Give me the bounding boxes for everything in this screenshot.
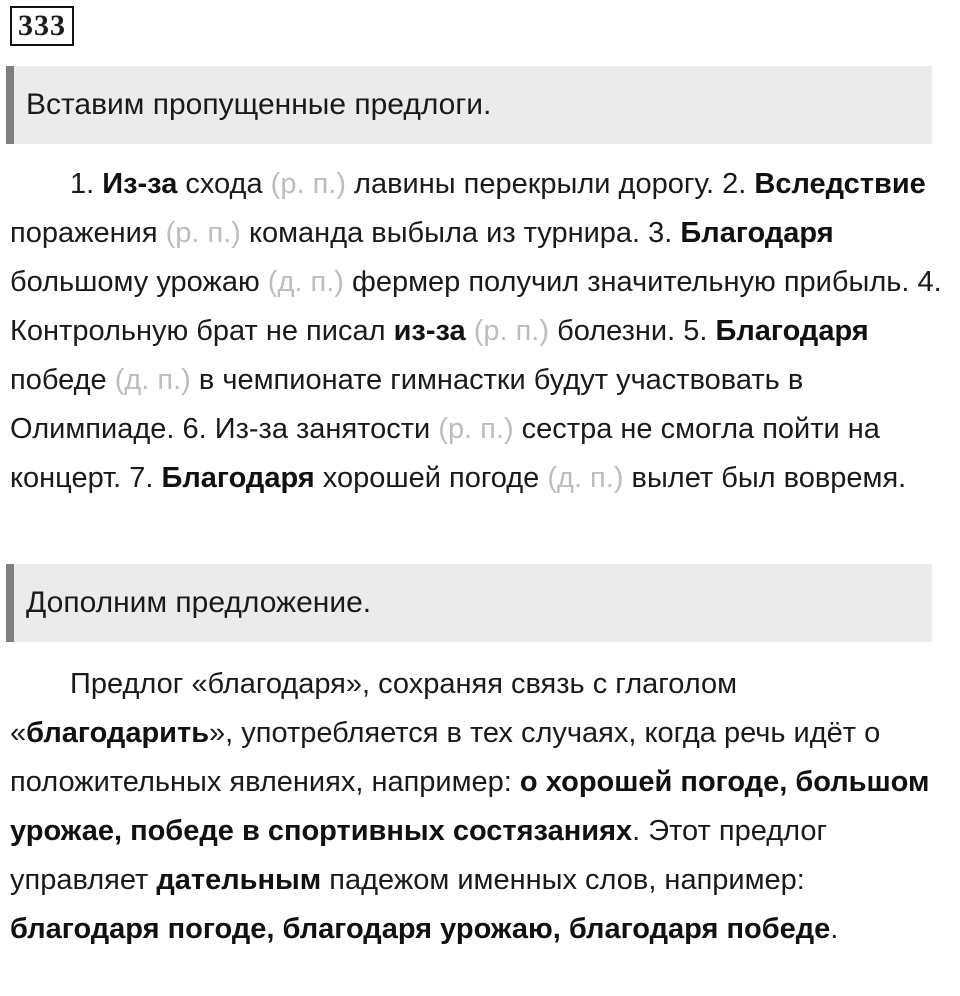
bold-term: дательным <box>156 864 322 896</box>
bold-term: Вследствие <box>754 168 926 200</box>
text-run: поражения <box>10 217 166 249</box>
bold-term: Благодаря <box>715 315 869 347</box>
text-run: Предлог «благодаря», сохраняя связь с глаголом « <box>10 668 738 749</box>
bold-term: из-за <box>393 315 466 347</box>
explanation-text <box>10 668 929 945</box>
bold-term: благодарить <box>26 717 210 749</box>
text-run: болезни. 5. <box>549 315 716 347</box>
bold-term: Благодаря <box>680 217 834 249</box>
text-run: победе <box>10 364 115 396</box>
text-run: фермер получил значительную прибыль. 4. Контрольную брат не писал <box>10 266 942 347</box>
text-run: », употребляется в тех случаях, когда речь идёт о положительных явлениях, например: <box>10 717 881 798</box>
bold-term: благодаря погоде, благодаря урожаю, благодаря победе <box>10 913 831 945</box>
bold-term: Благодаря <box>161 462 315 494</box>
case-note: (д. п.) <box>267 266 344 298</box>
case-note: (р. п.) <box>270 168 346 200</box>
text-run: сестра не смогла пойти на концерт. 7. <box>10 413 880 494</box>
section-heading-insert-prepositions <box>6 66 932 144</box>
text-run: 1. <box>70 168 103 200</box>
case-note: (р. п.) <box>473 315 550 347</box>
text-run <box>466 315 474 347</box>
text-run: большому урожаю <box>10 266 268 298</box>
text-run: . Этот предлог управляет <box>10 815 828 896</box>
case-note: (д. п.) <box>114 364 191 396</box>
case-note: (р. п.) <box>438 413 514 445</box>
text-run: вылет был вовремя. <box>623 462 907 494</box>
text-run: лавины перекрыли дорогу. 2. <box>346 168 755 200</box>
task-number-box: 333 <box>10 6 74 46</box>
bold-term: о хорошей погоде, большом урожае, победе в спортивных состязаниях <box>10 766 930 847</box>
text-run: хорошей погоде <box>314 462 548 494</box>
answer-text <box>10 168 942 494</box>
text-run: команда выбыла из турнира. 3. <box>240 217 681 249</box>
answer-paragraph <box>10 160 955 503</box>
case-note: (д. п.) <box>547 462 624 494</box>
explanation-paragraph <box>10 660 955 954</box>
text-run: . <box>830 913 839 945</box>
text-run: падежом именных слов, например: <box>321 864 805 896</box>
section-heading-text: Вставим пропущенные предлоги. <box>26 88 492 121</box>
section-heading-text: Дополним предложение. <box>26 586 372 619</box>
bold-term: Из-за <box>102 168 178 200</box>
case-note: (р. п.) <box>165 217 241 249</box>
text-run: в чемпионате гимнастки будут участвовать в Олимпиаде. 6. Из-за занятости <box>10 364 804 445</box>
text-run: схода <box>177 168 271 200</box>
section-heading-complete-sentence <box>6 564 932 642</box>
